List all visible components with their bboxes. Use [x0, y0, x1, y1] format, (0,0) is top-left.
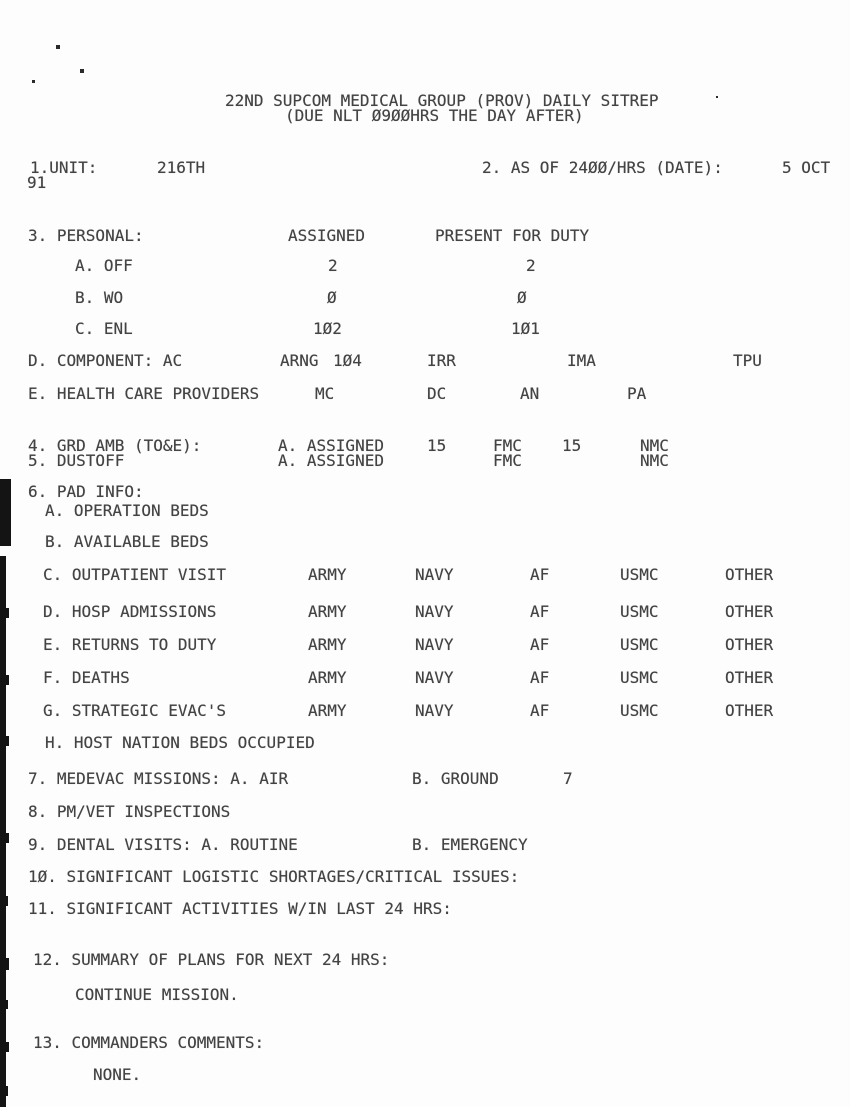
pad-col-other: OTHER — [725, 565, 774, 584]
field-unit-value: 216TH — [157, 158, 206, 177]
pad-info-operation-beds: A. OPERATION BEDS — [45, 501, 209, 520]
personnel-row-present: 2 — [526, 256, 536, 275]
personnel-col-present: PRESENT FOR DUTY — [435, 226, 590, 245]
pad-col-army: ARMY — [308, 668, 347, 687]
dental-emergency-label: B. EMERGENCY — [412, 835, 528, 854]
pad-col-navy: NAVY — [415, 602, 454, 621]
medevac-ground-label: B. GROUND — [412, 769, 499, 788]
plans-label: 12. SUMMARY OF PLANS FOR NEXT 24 HRS: — [33, 950, 390, 969]
component-tpu-label: TPU — [733, 351, 762, 370]
medevac-ground-value: 7 — [563, 769, 573, 788]
title-line-2: (DUE NLT Ø9ØØHRS THE DAY AFTER) — [285, 106, 584, 125]
personnel-row-assigned: 1Ø2 — [313, 319, 342, 338]
dustoff-nmc-label: NMC — [640, 451, 669, 470]
comments-value: NONE. — [93, 1065, 142, 1084]
grd-amb-assigned-value: 15 — [427, 436, 447, 455]
pad-col-navy: NAVY — [415, 565, 454, 584]
dustoff-label: 5. DUSTOFF — [28, 451, 125, 470]
component-ima-label: IMA — [567, 351, 596, 370]
logistics-label: 1Ø. SIGNIFICANT LOGISTIC SHORTAGES/CRITICAL ISSUES: — [28, 867, 520, 886]
pad-col-navy: NAVY — [415, 635, 454, 654]
pad-col-usmc: USMC — [620, 602, 659, 621]
personnel-label: 3. PERSONAL: — [28, 226, 144, 245]
dustoff-fmc-label: FMC — [493, 451, 522, 470]
pad-col-af: AF — [530, 602, 550, 621]
personnel-row-assigned: Ø — [327, 288, 337, 307]
personnel-row-label: C. ENL — [75, 319, 133, 338]
field-asof-label: 2. AS OF 24ØØ/HRS (DATE): — [482, 158, 723, 177]
pad-row-label: D. HOSP ADMISSIONS — [43, 602, 217, 621]
grd-amb-assigned-label: A. ASSIGNED — [278, 436, 384, 455]
providers-mc-label: MC — [315, 384, 335, 403]
pad-col-other: OTHER — [725, 668, 774, 687]
personnel-row-label: A. OFF — [75, 256, 133, 275]
component-irr-label: IRR — [427, 351, 456, 370]
scan-artifact-notch — [0, 958, 9, 970]
scan-artifact-notch — [0, 1042, 9, 1052]
pad-col-af: AF — [530, 701, 550, 720]
pad-col-other: OTHER — [725, 602, 774, 621]
pad-col-army: ARMY — [308, 565, 347, 584]
scan-speck — [32, 80, 35, 83]
scan-artifact-bar-bottom — [0, 556, 6, 1107]
scan-speck — [56, 45, 60, 49]
title-line-1: 22ND SUPCOM MEDICAL GROUP (PROV) DAILY SITREP — [225, 91, 659, 110]
pad-col-other: OTHER — [725, 635, 774, 654]
medevac-label: 7. MEDEVAC MISSIONS: A. AIR — [28, 769, 289, 788]
pm-vet-label: 8. PM/VET INSPECTIONS — [28, 802, 231, 821]
scan-artifact-notch — [0, 608, 9, 618]
personnel-row-label: B. WO — [75, 288, 124, 307]
personnel-col-assigned: ASSIGNED — [288, 226, 366, 245]
field-asof-value: 5 OCT — [782, 158, 831, 177]
component-arng-value: 1Ø4 — [333, 351, 362, 370]
providers-pa-label: PA — [627, 384, 647, 403]
pad-row-label: C. OUTPATIENT VISIT — [43, 565, 227, 584]
providers-label: E. HEALTH CARE PROVIDERS — [28, 384, 260, 403]
grd-amb-nmc-label: NMC — [640, 436, 669, 455]
plans-value: CONTINUE MISSION. — [75, 985, 239, 1004]
pad-row-label: E. RETURNS TO DUTY — [43, 635, 217, 654]
pad-col-usmc: USMC — [620, 635, 659, 654]
providers-dc-label: DC — [427, 384, 447, 403]
pad-col-af: AF — [530, 565, 550, 584]
providers-an-label: AN — [520, 384, 540, 403]
pad-col-usmc: USMC — [620, 668, 659, 687]
scan-speck — [716, 96, 718, 98]
scan-speck — [80, 69, 84, 73]
pad-col-army: ARMY — [308, 602, 347, 621]
scan-artifact-notch — [0, 896, 8, 906]
pad-col-usmc: USMC — [620, 701, 659, 720]
pad-col-navy: NAVY — [415, 701, 454, 720]
field-unit-label: 1.UNIT: — [30, 158, 98, 177]
pad-col-navy: NAVY — [415, 668, 454, 687]
grd-amb-fmc-label: FMC — [493, 436, 522, 455]
pad-col-usmc: USMC — [620, 565, 659, 584]
pad-row-label: G. STRATEGIC EVAC'S — [43, 701, 227, 720]
component-label: D. COMPONENT: AC — [28, 351, 183, 370]
pad-info-label: 6. PAD INFO: — [28, 482, 144, 501]
pad-host-nation-beds: H. HOST NATION BEDS OCCUPIED — [45, 733, 315, 752]
personnel-row-assigned: 2 — [328, 256, 338, 275]
pad-row-label: F. DEATHS — [43, 668, 130, 687]
pad-info-available-beds: B. AVAILABLE BEDS — [45, 532, 209, 551]
scan-artifact-notch — [0, 1000, 8, 1009]
scan-artifact-notch — [0, 833, 9, 843]
field-asof-value-wrap: 91 — [27, 173, 47, 192]
pad-col-af: AF — [530, 668, 550, 687]
scan-artifact-notch — [0, 1086, 8, 1096]
dustoff-assigned-label: A. ASSIGNED — [278, 451, 384, 470]
activities-label: 11. SIGNIFICANT ACTIVITIES W/IN LAST 24 HRS: — [28, 899, 452, 918]
scan-artifact-notch — [0, 736, 9, 746]
grd-amb-fmc-value: 15 — [562, 436, 582, 455]
pad-col-af: AF — [530, 635, 550, 654]
grd-amb-label: 4. GRD AMB (TO&E): — [28, 436, 202, 455]
personnel-row-present: 1Ø1 — [511, 319, 540, 338]
scan-artifact-bar-top — [0, 479, 11, 546]
pad-col-army: ARMY — [308, 701, 347, 720]
scan-artifact-notch — [0, 675, 9, 685]
comments-label: 13. COMMANDERS COMMENTS: — [33, 1033, 265, 1052]
dental-label: 9. DENTAL VISITS: A. ROUTINE — [28, 835, 298, 854]
pad-col-other: OTHER — [725, 701, 774, 720]
pad-col-army: ARMY — [308, 635, 347, 654]
personnel-row-present: Ø — [517, 288, 527, 307]
component-arng-label: ARNG — [280, 351, 319, 370]
